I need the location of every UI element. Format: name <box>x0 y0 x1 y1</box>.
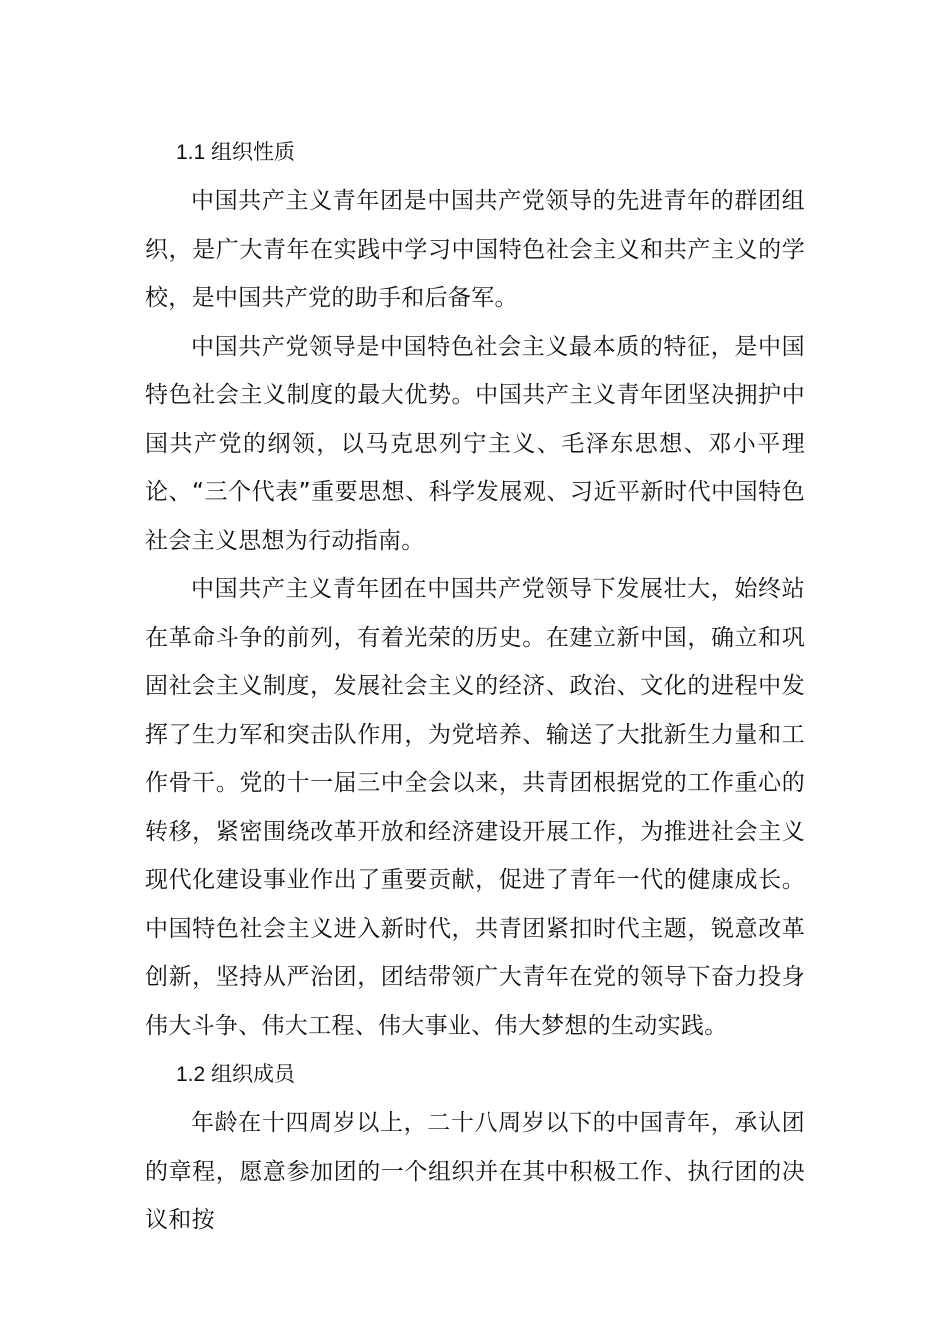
document-body <box>145 128 805 1245</box>
section-heading-1-2: 1.2 组织成员 <box>176 1063 296 1086</box>
paragraph-membership: 年龄在十四周岁以上，二十八周岁以下的中国青年，承认团的章程，愿意参加团的一个组织并在其中积极工作、执行团的决议和按 <box>145 1110 805 1233</box>
paragraph-nature-definition: 中国共产主义青年团是中国共产党领导的先进青年的群团组织，是广大青年在实践中学习中国特色社会主义和共产主义的学校，是中国共产党的助手和后备军。 <box>145 188 805 311</box>
paragraph-history: 中国共产主义青年团在中国共产党领导下发展壮大，始终站在革命斗争的前列，有着光荣的历史。在建立新中国，确立和巩固社会主义制度，发展社会主义的经济、政治、文化的进程中发挥了生力军和突击队作用，为党培养、输送了大批新生力量和工作骨干。党的十一届三中全会以来，共青团根据党的工作重心的转移，紧密围绕改革开放和经济建设开展工作，为推进社会主义现代化建设事业作出了重要贡献，促进了青年一代的健康成长。中国特色社会主义进入新时代，共青团紧扣时代主题，锐意改革创新，坚持从严治团，团结带领广大青年在党的领导下奋力投身伟大斗争、伟大工程、伟大事业、伟大梦想的生动实践。 <box>145 576 805 1039</box>
paragraph-party-leadership: 中国共产党领导是中国特色社会主义最本质的特征，是中国特色社会主义制度的最大优势。中国共产主义青年团坚决拥护中国共产党的纲领，以马克思列宁主义、毛泽东思想、邓小平理论、“三个代表”重要思想、科学发展观、习近平新时代中国特色社会主义思想为行动指南。 <box>145 333 805 554</box>
section-heading-1-1: 1.1 组织性质 <box>176 141 296 164</box>
